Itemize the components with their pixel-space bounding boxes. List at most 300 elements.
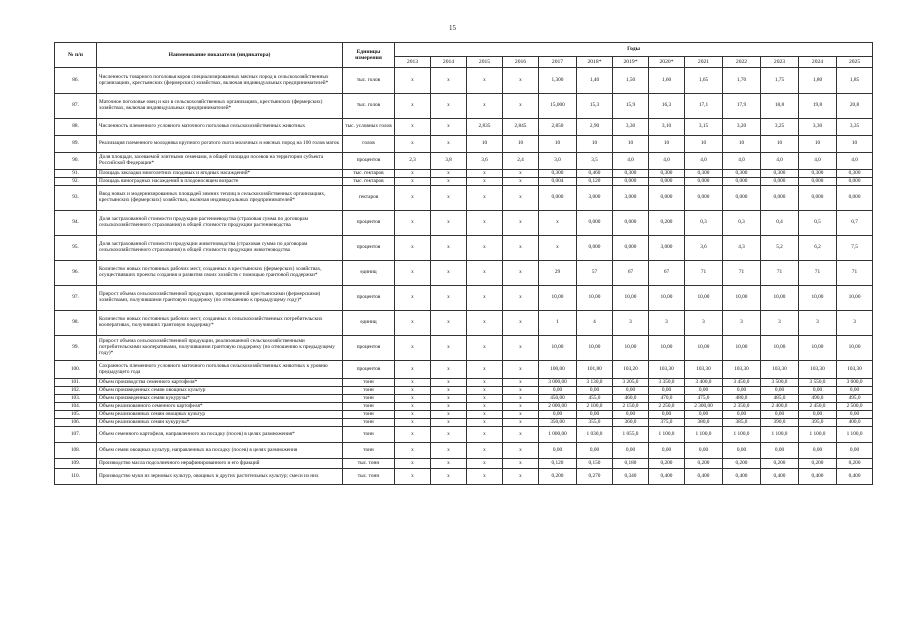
year-value: 10,00 bbox=[613, 286, 649, 311]
unit-of-measure: процентов bbox=[343, 286, 395, 311]
year-value: х bbox=[395, 427, 431, 443]
year-value: 0,340 bbox=[613, 469, 649, 485]
indicators-table bbox=[54, 42, 873, 485]
year-value: 0,000 bbox=[539, 186, 577, 211]
year-value: 0,00 bbox=[799, 411, 837, 419]
table-row bbox=[55, 419, 873, 427]
year-value: 10,00 bbox=[685, 286, 723, 311]
row-number: 94. bbox=[55, 211, 97, 236]
year-value: 0,3 bbox=[685, 211, 723, 236]
year-value: х bbox=[467, 419, 503, 427]
year-value: 0,200 bbox=[799, 459, 837, 469]
year-value: 0,00 bbox=[577, 443, 613, 459]
year-value: 0,400 bbox=[761, 469, 799, 485]
indicator-name: Объем произведенных семян кукурузы* bbox=[97, 395, 343, 403]
year-value: 18,8 bbox=[761, 94, 799, 119]
table-row bbox=[55, 469, 873, 485]
year-value: х bbox=[503, 395, 539, 403]
year-value: 0,270 bbox=[577, 469, 613, 485]
year-value: х bbox=[503, 411, 539, 419]
year-value: 0,180 bbox=[613, 459, 649, 469]
header-year: 2022 bbox=[723, 57, 761, 68]
table-row bbox=[55, 119, 873, 136]
year-value: х bbox=[467, 459, 503, 469]
year-value: х bbox=[431, 336, 467, 361]
year-value: 3 bbox=[761, 311, 799, 336]
year-value: 10,00 bbox=[539, 336, 577, 361]
year-value: 2,850 bbox=[539, 119, 577, 136]
year-value: х bbox=[467, 94, 503, 119]
year-value: 485,0 bbox=[761, 395, 799, 403]
table-row bbox=[55, 153, 873, 170]
indicator-name: Маточное поголовье овец и коз в сельскохозяйственных организациях, крестьянских (фермерских) хозяйствах, включая индивидуальных предпринимателей* bbox=[97, 94, 343, 119]
year-value: 0,300 bbox=[799, 170, 837, 178]
year-value: 0,000 bbox=[613, 236, 649, 261]
year-value: 3,5 bbox=[577, 153, 613, 170]
year-value: х bbox=[395, 236, 431, 261]
year-value: 0,00 bbox=[577, 411, 613, 419]
year-value: 0,000 bbox=[837, 178, 873, 186]
year-value: 1 100,0 bbox=[761, 427, 799, 443]
year-value: 2,3 bbox=[395, 153, 431, 170]
year-value: 0,000 bbox=[649, 186, 685, 211]
year-value: 3 bbox=[649, 311, 685, 336]
row-number: 101. bbox=[55, 379, 97, 387]
year-value: 3 bbox=[613, 311, 649, 336]
year-value: х bbox=[395, 286, 431, 311]
year-value: х bbox=[431, 379, 467, 387]
year-value: 10,00 bbox=[539, 286, 577, 311]
header-name: Наименование показателя (индикатора) bbox=[97, 43, 343, 68]
indicator-name: Объем реализованного семенного картофеля* bbox=[97, 403, 343, 411]
year-value: х bbox=[431, 427, 467, 443]
indicator-name: Объем производства семенного картофеля* bbox=[97, 379, 343, 387]
year-value: 57 bbox=[577, 261, 613, 286]
year-value: 10,00 bbox=[799, 286, 837, 311]
year-value: 460,0 bbox=[613, 395, 649, 403]
year-value: 0,004 bbox=[539, 178, 577, 186]
table-row bbox=[55, 395, 873, 403]
year-value: 10 bbox=[613, 136, 649, 153]
year-value: 360,0 bbox=[613, 419, 649, 427]
year-value: 10 bbox=[761, 136, 799, 153]
year-value: 480,0 bbox=[723, 395, 761, 403]
year-value: 0,000 bbox=[577, 236, 613, 261]
year-value: 1,300 bbox=[539, 68, 577, 94]
header-year: 2023 bbox=[761, 57, 799, 68]
year-value: 3,8 bbox=[431, 153, 467, 170]
year-value: х bbox=[503, 211, 539, 236]
year-value: 3,30 bbox=[799, 119, 837, 136]
indicator-name: Производство масла подсолнечного нерафинированного и его фракций bbox=[97, 459, 343, 469]
year-value: 1,70 bbox=[723, 68, 761, 94]
year-value: 15,000 bbox=[539, 94, 577, 119]
year-value: 10,00 bbox=[799, 336, 837, 361]
unit-of-measure: тонн bbox=[343, 403, 395, 411]
year-value: х bbox=[395, 119, 431, 136]
header-year: 2013 bbox=[395, 57, 431, 68]
year-value: 375,0 bbox=[649, 419, 685, 427]
year-value: х bbox=[467, 336, 503, 361]
year-value: 0,300 bbox=[539, 170, 577, 178]
year-value: 3 600,0 bbox=[837, 379, 873, 387]
year-value: 0,00 bbox=[761, 387, 799, 395]
year-value: 103,30 bbox=[649, 361, 685, 379]
year-value: 0,00 bbox=[685, 443, 723, 459]
year-value: х bbox=[503, 170, 539, 178]
year-value: 3,000 bbox=[649, 236, 685, 261]
year-value: 0,300 bbox=[761, 170, 799, 178]
year-value: 6,2 bbox=[799, 236, 837, 261]
year-value: 3,000 bbox=[613, 186, 649, 211]
year-value: 0,7 bbox=[837, 211, 873, 236]
year-value: х bbox=[503, 261, 539, 286]
year-value: 0,00 bbox=[685, 387, 723, 395]
year-value: х bbox=[431, 387, 467, 395]
year-value: 1 055,0 bbox=[613, 427, 649, 443]
table-row bbox=[55, 336, 873, 361]
year-value: х bbox=[395, 411, 431, 419]
year-value: 2 450,0 bbox=[799, 403, 837, 411]
row-number: 91. bbox=[55, 170, 97, 178]
year-value: 3,10 bbox=[649, 119, 685, 136]
year-value: 4,0 bbox=[613, 153, 649, 170]
year-value: х bbox=[395, 186, 431, 211]
year-value: 0,00 bbox=[837, 411, 873, 419]
year-value: 3,000 bbox=[577, 186, 613, 211]
unit-of-measure: единиц bbox=[343, 261, 395, 286]
year-value: х bbox=[467, 68, 503, 94]
header-year: 2025 bbox=[837, 57, 873, 68]
row-number: 92. bbox=[55, 178, 97, 186]
row-number: 96. bbox=[55, 261, 97, 286]
year-value: 475,0 bbox=[685, 395, 723, 403]
year-value: х bbox=[467, 395, 503, 403]
indicator-name: Площадь виноградных насаждений в плодоносящем возрасте bbox=[97, 178, 343, 186]
row-number: 90. bbox=[55, 153, 97, 170]
year-value: 0,400 bbox=[799, 469, 837, 485]
year-value: х bbox=[431, 136, 467, 153]
year-value: х bbox=[467, 387, 503, 395]
year-value: х bbox=[467, 170, 503, 178]
year-value: х bbox=[431, 395, 467, 403]
year-value: 10,00 bbox=[761, 336, 799, 361]
year-value: 0,000 bbox=[761, 178, 799, 186]
row-number: 103. bbox=[55, 395, 97, 403]
year-value: 7,5 bbox=[837, 236, 873, 261]
year-value: 0,00 bbox=[837, 387, 873, 395]
unit-of-measure: тыс. тонн bbox=[343, 459, 395, 469]
year-value: 0,00 bbox=[685, 411, 723, 419]
year-value: 0,000 bbox=[799, 186, 837, 211]
year-value: х bbox=[503, 94, 539, 119]
indicator-name: Количество новых постоянных рабочих мест, созданных в сельскохозяйственных потребительских кооперативах, получивших грантовую поддержку* bbox=[97, 311, 343, 336]
year-value: 10 bbox=[577, 136, 613, 153]
indicator-name: Объем семенного картофеля, направленного на посадку (посев) в целях размножения* bbox=[97, 427, 343, 443]
year-value: 1 100,0 bbox=[837, 427, 873, 443]
year-value: 3 400,0 bbox=[685, 379, 723, 387]
year-value: 0,200 bbox=[685, 459, 723, 469]
row-number: 110. bbox=[55, 469, 97, 485]
table-row bbox=[55, 411, 873, 419]
year-value: 0,000 bbox=[613, 211, 649, 236]
year-value: х bbox=[503, 459, 539, 469]
year-value: 400,0 bbox=[837, 419, 873, 427]
year-value: 1 100,0 bbox=[723, 427, 761, 443]
indicator-name: Производство муки из зерновых культур, овощных и других растительных культур; смеси из них bbox=[97, 469, 343, 485]
year-value: 71 bbox=[685, 261, 723, 286]
table-row bbox=[55, 186, 873, 211]
year-value: 4 bbox=[577, 311, 613, 336]
year-value: 19,8 bbox=[799, 94, 837, 119]
unit-of-measure: процентов bbox=[343, 153, 395, 170]
year-value: 3 550,0 bbox=[799, 379, 837, 387]
year-value: х bbox=[431, 311, 467, 336]
year-value: 0,00 bbox=[539, 411, 577, 419]
table-row bbox=[55, 178, 873, 186]
year-value: 0,00 bbox=[539, 387, 577, 395]
year-value: х bbox=[467, 186, 503, 211]
unit-of-measure: тыс. голов bbox=[343, 94, 395, 119]
unit-of-measure: тонн bbox=[343, 443, 395, 459]
year-value: 2,845 bbox=[503, 119, 539, 136]
row-number: 98. bbox=[55, 311, 97, 336]
year-value: 0,00 bbox=[539, 443, 577, 459]
year-value: 3,35 bbox=[837, 119, 873, 136]
header-year: 2021 bbox=[685, 57, 723, 68]
row-number: 102. bbox=[55, 387, 97, 395]
unit-of-measure: гектаров bbox=[343, 186, 395, 211]
year-value: 67 bbox=[613, 261, 649, 286]
year-value: х bbox=[431, 186, 467, 211]
year-value: 103,30 bbox=[723, 361, 761, 379]
year-value: 2,835 bbox=[467, 119, 503, 136]
row-number: 100. bbox=[55, 361, 97, 379]
year-value: 16,3 bbox=[649, 94, 685, 119]
year-value: х bbox=[503, 427, 539, 443]
year-value: х bbox=[395, 68, 431, 94]
year-value: 2 400,0 bbox=[761, 403, 799, 411]
year-value: х bbox=[467, 286, 503, 311]
year-value: 355,0 bbox=[577, 419, 613, 427]
year-value: 3 bbox=[837, 311, 873, 336]
year-value: 350,00 bbox=[539, 419, 577, 427]
indicator-name: Объем реализованных семян овощных культур bbox=[97, 411, 343, 419]
unit-of-measure: процентов bbox=[343, 361, 395, 379]
table-row bbox=[55, 387, 873, 395]
year-value: х bbox=[395, 361, 431, 379]
year-value: х bbox=[395, 94, 431, 119]
year-value: 1 100,0 bbox=[685, 427, 723, 443]
year-value: 103,30 bbox=[799, 361, 837, 379]
unit-of-measure: тыс. голов bbox=[343, 68, 395, 94]
year-value: х bbox=[395, 178, 431, 186]
year-value: х bbox=[467, 361, 503, 379]
year-value: 2 350,0 bbox=[723, 403, 761, 411]
year-value: 103,20 bbox=[613, 361, 649, 379]
year-value: 0,000 bbox=[723, 186, 761, 211]
year-value: 0,00 bbox=[613, 443, 649, 459]
year-value: 0,300 bbox=[685, 170, 723, 178]
header-unit: Единицы измерения bbox=[343, 43, 395, 68]
unit-of-measure: процентов bbox=[343, 211, 395, 236]
unit-of-measure: тонн bbox=[343, 395, 395, 403]
year-value: 10,00 bbox=[837, 336, 873, 361]
unit-of-measure: тыс. гектаров bbox=[343, 178, 395, 186]
year-value: х bbox=[395, 443, 431, 459]
year-value: 3 350,0 bbox=[649, 379, 685, 387]
year-value: 3 130,0 bbox=[577, 379, 613, 387]
row-number: 105. bbox=[55, 411, 97, 419]
year-value: 15,3 bbox=[577, 94, 613, 119]
year-value: 3 450,0 bbox=[723, 379, 761, 387]
year-value: 15,9 bbox=[613, 94, 649, 119]
year-value: х bbox=[503, 186, 539, 211]
year-value: 470,0 bbox=[649, 395, 685, 403]
header-year: 2017 bbox=[539, 57, 577, 68]
year-value: х bbox=[503, 379, 539, 387]
year-value: 0,00 bbox=[761, 443, 799, 459]
table-row bbox=[55, 443, 873, 459]
year-value: х bbox=[467, 427, 503, 443]
year-value: х bbox=[503, 68, 539, 94]
year-value: 10,00 bbox=[577, 286, 613, 311]
year-value: х bbox=[431, 411, 467, 419]
year-value: 1,40 bbox=[577, 68, 613, 94]
year-value: 0,00 bbox=[723, 411, 761, 419]
table-row bbox=[55, 94, 873, 119]
year-value: 10,00 bbox=[649, 286, 685, 311]
year-value: 71 bbox=[837, 261, 873, 286]
row-number: 88. bbox=[55, 119, 97, 136]
year-value: 1,75 bbox=[761, 68, 799, 94]
year-value: 67 bbox=[649, 261, 685, 286]
table-row bbox=[55, 286, 873, 311]
year-value: 10,00 bbox=[685, 336, 723, 361]
year-value: х bbox=[431, 469, 467, 485]
table-row bbox=[55, 361, 873, 379]
row-number: 89. bbox=[55, 136, 97, 153]
year-value: 0,00 bbox=[723, 443, 761, 459]
year-value: 495,0 bbox=[837, 395, 873, 403]
year-value: х bbox=[395, 403, 431, 411]
year-value: 0,200 bbox=[723, 459, 761, 469]
year-value: 10 bbox=[685, 136, 723, 153]
year-value: 2 500,0 bbox=[837, 403, 873, 411]
unit-of-measure: голов bbox=[343, 136, 395, 153]
table-row bbox=[55, 236, 873, 261]
year-value: х bbox=[467, 403, 503, 411]
year-value: х bbox=[431, 119, 467, 136]
year-value: 0,300 bbox=[837, 170, 873, 178]
year-value: 2,4 bbox=[503, 153, 539, 170]
year-value: 10 bbox=[799, 136, 837, 153]
row-number: 93. bbox=[55, 186, 97, 211]
year-value: 2 100,0 bbox=[577, 403, 613, 411]
row-number: 107. bbox=[55, 427, 97, 443]
table-row bbox=[55, 170, 873, 178]
year-value: х bbox=[395, 136, 431, 153]
year-value: х bbox=[467, 411, 503, 419]
year-value: 10,00 bbox=[649, 336, 685, 361]
year-value: х bbox=[503, 178, 539, 186]
indicator-name: Прирост объема сельскохозяйственной продукции, произведенной крестьянскими (фермерскими) хозяйствами, получившими грантовую поддержку (по отношению к предыдущему году)* bbox=[97, 286, 343, 311]
year-value: х bbox=[467, 379, 503, 387]
year-value: 0,150 bbox=[577, 459, 613, 469]
indicator-name: Сохранность племенного условного маточного поголовья сельскохозяйственных животных к уровню предыдущего года bbox=[97, 361, 343, 379]
year-value: х bbox=[431, 261, 467, 286]
year-value: 29 bbox=[539, 261, 577, 286]
year-value: 1,50 bbox=[613, 68, 649, 94]
year-value: 0,000 bbox=[761, 186, 799, 211]
year-value: 10,00 bbox=[613, 336, 649, 361]
year-value: х bbox=[395, 211, 431, 236]
year-value: 3 000,00 bbox=[539, 379, 577, 387]
year-value: 4,0 bbox=[685, 153, 723, 170]
year-value: 0,00 bbox=[799, 387, 837, 395]
year-value: 10 bbox=[837, 136, 873, 153]
table-row bbox=[55, 68, 873, 94]
year-value: 0,00 bbox=[837, 443, 873, 459]
table-row bbox=[55, 211, 873, 236]
year-value: 1 bbox=[539, 311, 577, 336]
year-value: 4,0 bbox=[761, 153, 799, 170]
year-value: 385,0 bbox=[723, 419, 761, 427]
unit-of-measure: тонн bbox=[343, 419, 395, 427]
year-value: 0,00 bbox=[723, 387, 761, 395]
year-value: 1 100,0 bbox=[799, 427, 837, 443]
year-value: 4,0 bbox=[799, 153, 837, 170]
unit-of-measure: единиц bbox=[343, 311, 395, 336]
year-value: 10,00 bbox=[723, 286, 761, 311]
year-value: 0,5 bbox=[799, 211, 837, 236]
header-year: 2020* bbox=[649, 57, 685, 68]
year-value: 380,0 bbox=[685, 419, 723, 427]
year-value: х bbox=[467, 178, 503, 186]
year-value: 10 bbox=[467, 136, 503, 153]
unit-of-measure: тыс. условных голов bbox=[343, 119, 395, 136]
table-row bbox=[55, 261, 873, 286]
header-num: № п/п bbox=[55, 43, 97, 68]
year-value: 10 bbox=[539, 136, 577, 153]
year-value: х bbox=[503, 236, 539, 261]
year-value: х bbox=[539, 211, 577, 236]
year-value: х bbox=[431, 459, 467, 469]
year-value: 10,00 bbox=[577, 336, 613, 361]
year-value: х bbox=[467, 443, 503, 459]
row-number: 95. bbox=[55, 236, 97, 261]
year-value: х bbox=[431, 178, 467, 186]
unit-of-measure: тонн bbox=[343, 379, 395, 387]
year-value: 0,000 bbox=[685, 178, 723, 186]
year-value: 4,3 bbox=[723, 236, 761, 261]
table-row bbox=[55, 459, 873, 469]
year-value: х bbox=[431, 211, 467, 236]
year-value: 71 bbox=[761, 261, 799, 286]
unit-of-measure: тыс. гектаров bbox=[343, 170, 395, 178]
header-year: 2014 bbox=[431, 57, 467, 68]
year-value: 455,0 bbox=[577, 395, 613, 403]
year-value: 0,000 bbox=[723, 178, 761, 186]
year-value: х bbox=[431, 236, 467, 261]
indicator-name: Численность товарного поголовья коров специализированных мясных пород в сельскохозяйственных организациях, крестьянских (фермерских) хозяйствах, включая индивидуальных предпринимателей* bbox=[97, 68, 343, 94]
year-value: 0,00 bbox=[613, 387, 649, 395]
header-year: 2019* bbox=[613, 57, 649, 68]
year-value: х bbox=[503, 361, 539, 379]
year-value: 2 150,0 bbox=[613, 403, 649, 411]
year-value: х bbox=[395, 311, 431, 336]
year-value: 10,00 bbox=[761, 286, 799, 311]
